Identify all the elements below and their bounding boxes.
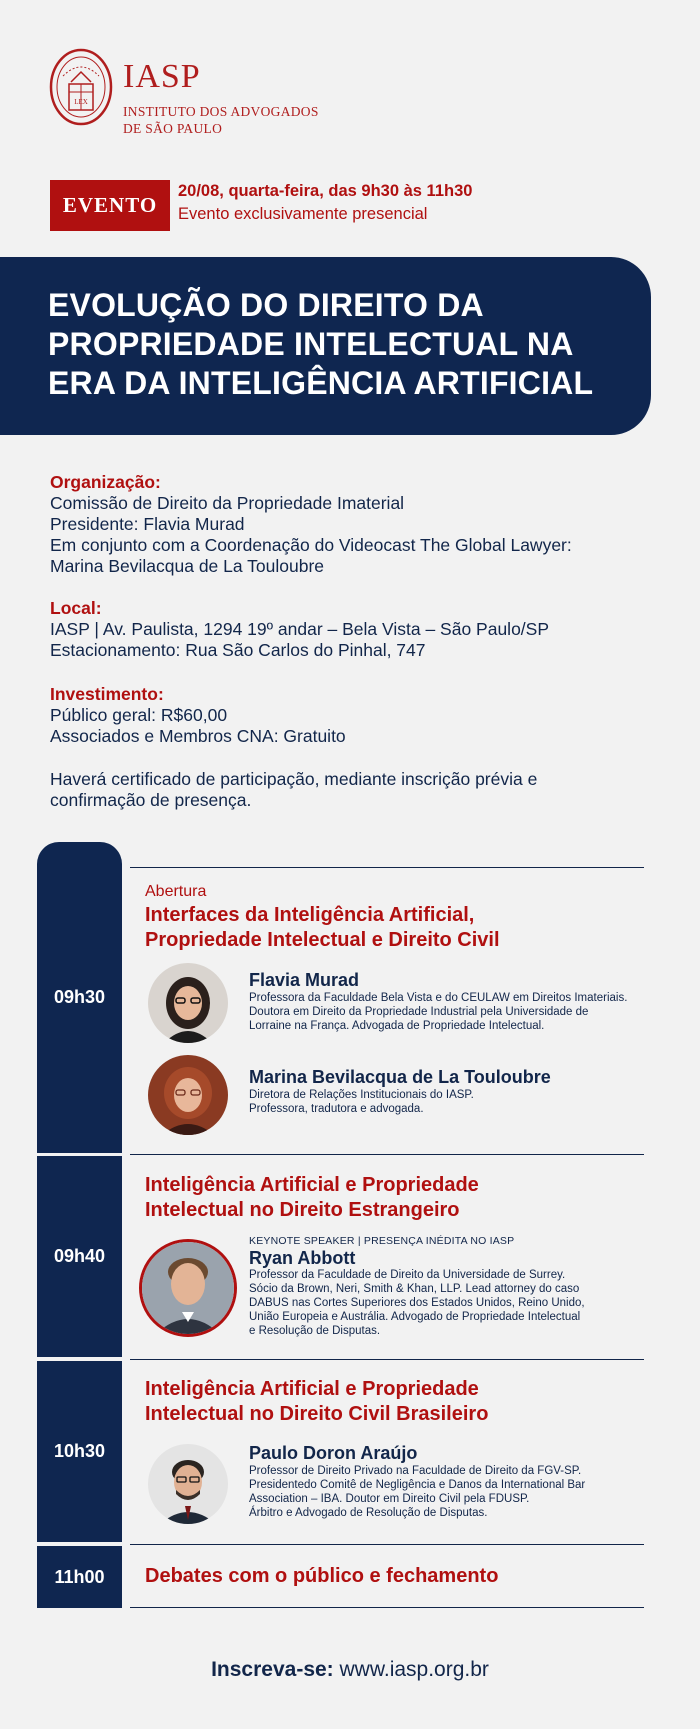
- speaker-avatar-paulo: [148, 1444, 228, 1524]
- time-slot-0940: 09h40: [37, 1156, 122, 1357]
- divider: [130, 1544, 644, 1545]
- time-slot-1030: 10h30: [37, 1361, 122, 1542]
- speaker-avatar-marina: [148, 1055, 228, 1135]
- location-label: Local:: [50, 598, 102, 618]
- registration-footer: [0, 1658, 700, 1682]
- speaker-avatar-flavia: [148, 963, 228, 1043]
- speaker-name: Flavia Murad: [249, 970, 360, 990]
- event-format: Evento exclusivamente presencial: [178, 205, 428, 223]
- divider: [130, 867, 644, 868]
- organization-label: Organização:: [50, 472, 161, 492]
- org-full-name: INSTITUTO DOS ADVOGADOS DE SÃO PAULO: [123, 104, 319, 136]
- speaker-bio: Diretora de Relações Institucionais do IASP. Professora, tradutora e advogada.: [249, 1089, 474, 1115]
- speaker-name: Ryan Abbott: [249, 1248, 356, 1268]
- event-date: 20/08, quarta-feira, das 9h30 às 11h30: [178, 182, 473, 200]
- investment-section: Investimento: Público geral: R$60,00 Associados e Membros CNA: Gratuito: [50, 684, 670, 747]
- session-title: Inteligência Artificial e Propriedade Intelectual no Direito Civil Brasileiro: [145, 1378, 489, 1425]
- register-label: Inscreva-se:: [211, 1658, 334, 1681]
- time-slot-1100: 11h00: [37, 1546, 122, 1608]
- divider: [130, 1154, 644, 1155]
- event-title: EVOLUÇÃO DO DIREITO DA PROPRIEDADE INTELECTUAL NA ERA DA INTELIGÊNCIA ARTIFICIAL: [48, 287, 594, 401]
- keynote-tag: KEYNOTE SPEAKER | PRESENÇA INÉDITA NO IASP: [249, 1235, 515, 1247]
- divider: [130, 1359, 644, 1360]
- session-kicker: Abertura: [145, 883, 207, 900]
- session-title: Debates com o público e fechamento: [145, 1565, 499, 1587]
- org-name: IASP: [123, 58, 201, 95]
- speaker-bio: Professora da Faculdade Bela Vista e do CEULAW em Direitos Imateriais. Doutora em Direito da Propriedade Industrial pela Universidade de Lorraine na França. Advogada de Propriedade Intelectual.: [249, 992, 628, 1032]
- speaker-name: Paulo Doron Araújo: [249, 1443, 418, 1463]
- certificate-note: Haverá certificado de participação, mediante inscrição prévia e confirmação de presença.: [50, 769, 538, 810]
- speaker-name: Marina Bevilacqua de La Touloubre: [249, 1067, 551, 1087]
- speaker-bio: Professor de Direito Privado na Faculdade de Direito da FGV-SP. Presidentedo Comitê de Negligência e Danos da International Bar Association – IBA. Doutor em Direito Civil pela FDUSP. Árbitro e Advogado de Resolução de Disputas.: [249, 1465, 586, 1519]
- session-title: Inteligência Artificial e Propriedade Intelectual no Direito Estrangeiro: [145, 1174, 479, 1221]
- session-title: Interfaces da Inteligência Artificial, Propriedade Intelectual e Direito Civil: [145, 904, 500, 951]
- location-section: Local: IASP | Av. Paulista, 1294 19º andar – Bela Vista – São Paulo/SP Estacionamento: Rua São Carlos do Pinhal, 747: [50, 598, 670, 661]
- organization-section: Organização: Comissão de Direito da Propriedade Imaterial Presidente: Flavia Murad Em conjunto com a Coordenação do Videocast The Global Lawyer: Marina Bevilacqua de La Touloubre: [50, 472, 670, 577]
- iasp-seal-logo: [49, 48, 113, 126]
- speaker-avatar-ryan: [139, 1239, 237, 1337]
- investment-label: Investimento:: [50, 684, 164, 704]
- time-slot-0930: 09h30: [37, 842, 122, 1153]
- svg-text:LEX: LEX: [74, 98, 88, 106]
- speaker-bio: Professor da Faculdade de Direito da Universidade de Surrey. Sócio da Brown, Neri, Smith & Khan, LLP. Lead attorney do caso DABUS nas Cortes Superiores dos Estados Unidos, Reino Unido, União Europeia e Austrália. Advogado de Propriedade Intelectual e Resolução de Disputas.: [249, 1269, 585, 1337]
- website-link[interactable]: www.iasp.org.br: [339, 1658, 489, 1681]
- divider: [130, 1607, 644, 1608]
- event-badge: EVENTO: [50, 180, 170, 231]
